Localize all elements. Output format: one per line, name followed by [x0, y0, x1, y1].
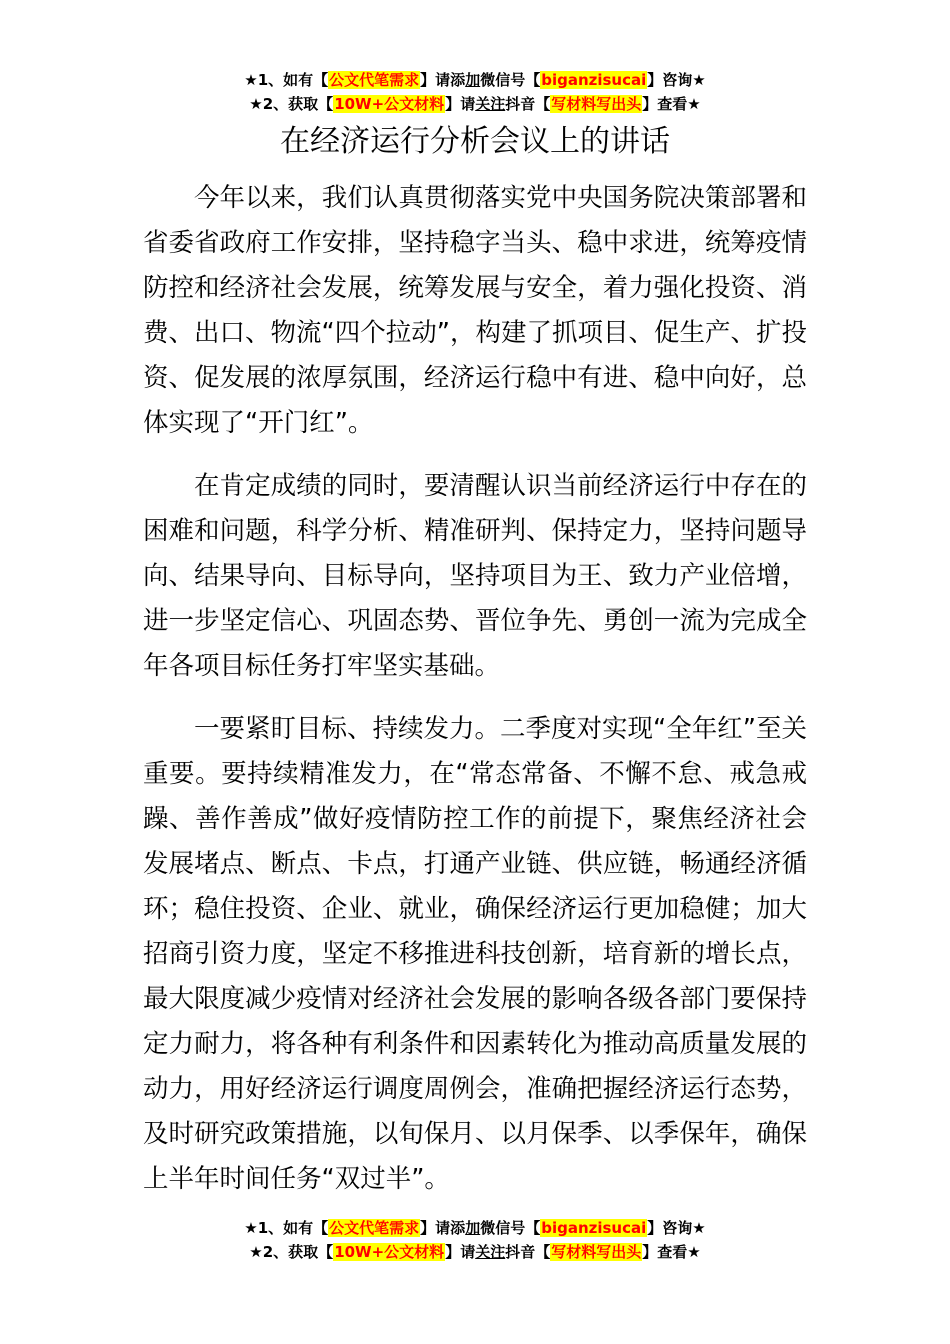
banner-line-1: [0, 68, 950, 92]
banner-underlined-text: 加: [465, 1219, 481, 1237]
banner-underlined-text: 加: [465, 71, 481, 89]
paragraph-3: 一要紧盯目标、持续发力。二季度对实现“全年红”至关重要。要持续精准发力，在“常态常备、不懈不怠、戒急戒躁、善作善成”做好疫情防控工作的前提下，聚焦经济社会发展堵点、断点、卡点，打通产业链、供应链，畅通经济循环；稳住投资、企业、就业，确保经济运行更加稳健；加大招商引资力度，坚定不移推进科技创新，培育新的增长点，最大限度减少疫情对经济社会发展的影响各级各部门要保持定力耐力，将各种有利条件和因素转化为推动高质量发展的动力，用好经济运行调度周例会，准确把握经济运行态势，及时研究政策措施，以旬保月、以月保季、以季保年，确保上半年时间任务“双过半”。: [143, 714, 807, 1194]
banner-line-1-mid: 】请添: [420, 71, 466, 89]
banner-line-2-mid2: 抖音【: [505, 1243, 551, 1261]
document-title: 在经济运行分析会议上的讲话: [280, 124, 670, 159]
banner-line-2-suffix: 】查看★: [642, 95, 701, 113]
banner-highlight-douyin-id: 写材料写出头: [551, 1243, 642, 1261]
banner-highlight-wechat-id: biganzisucai: [541, 71, 647, 89]
banner-line-1: [0, 1216, 950, 1240]
banner-line-2-suffix: 】查看★: [642, 1243, 701, 1261]
banner-line-1-mid2: 微信号【: [480, 71, 541, 89]
paragraph-1: 今年以来，我们认真贯彻落实党中央国务院决策部署和省委省政府工作安排，坚持稳字当头、稳中求进，统筹疫情防控和经济社会发展，统筹发展与安全，着力强化投资、消费、出口、物流“四个拉动”，构建了抓项目、促生产、扩投资、促发展的浓厚氛围，经济运行稳中有进、稳中向好，总体实现了“开门红”。: [143, 183, 807, 438]
footer-banner: [0, 1216, 950, 1264]
banner-line-1-prefix: ★1、如有【: [244, 71, 329, 89]
banner-line-2-mid2: 抖音【: [505, 95, 551, 113]
banner-highlight-wechat-id: biganzisucai: [541, 1219, 647, 1237]
banner-highlight-service: 公文代笔需求: [329, 1219, 420, 1237]
banner-highlight-materials: 10W+公文材料: [334, 1243, 445, 1261]
banner-line-2-prefix: ★2、获取【: [249, 95, 334, 113]
banner-line-2-mid: 】请: [445, 1243, 476, 1261]
banner-line-2: [0, 1240, 950, 1264]
banner-line-2-prefix: ★2、获取【: [249, 1243, 334, 1261]
banner-line-1-suffix: 】咨询★: [647, 1219, 706, 1237]
banner-line-1-prefix: ★1、如有【: [244, 1219, 329, 1237]
banner-underlined-text: 关注: [475, 95, 506, 113]
paragraph-2: 在肯定成绩的同时，要清醒认识当前经济运行中存在的困难和问题，科学分析、精准研判、保持定力，坚持问题导向、结果导向、目标导向，坚持项目为王、致力产业倍增，进一步坚定信心、巩固态势、晋位争先、勇创一流为完成全年各项目标任务打牢坚实基础。: [143, 471, 807, 681]
banner-line-1-mid: 】请添: [420, 1219, 466, 1237]
banner-highlight-materials: 10W+公文材料: [334, 95, 445, 113]
banner-line-2: [0, 92, 950, 116]
banner-underlined-text: 关注: [475, 1243, 506, 1261]
banner-highlight-service: 公文代笔需求: [329, 71, 420, 89]
header-banner: [0, 68, 950, 116]
banner-highlight-douyin-id: 写材料写出头: [551, 95, 642, 113]
banner-line-1-mid2: 微信号【: [480, 1219, 541, 1237]
banner-line-1-suffix: 】咨询★: [647, 71, 706, 89]
document-body: [143, 176, 807, 1220]
banner-line-2-mid: 】请: [445, 95, 476, 113]
